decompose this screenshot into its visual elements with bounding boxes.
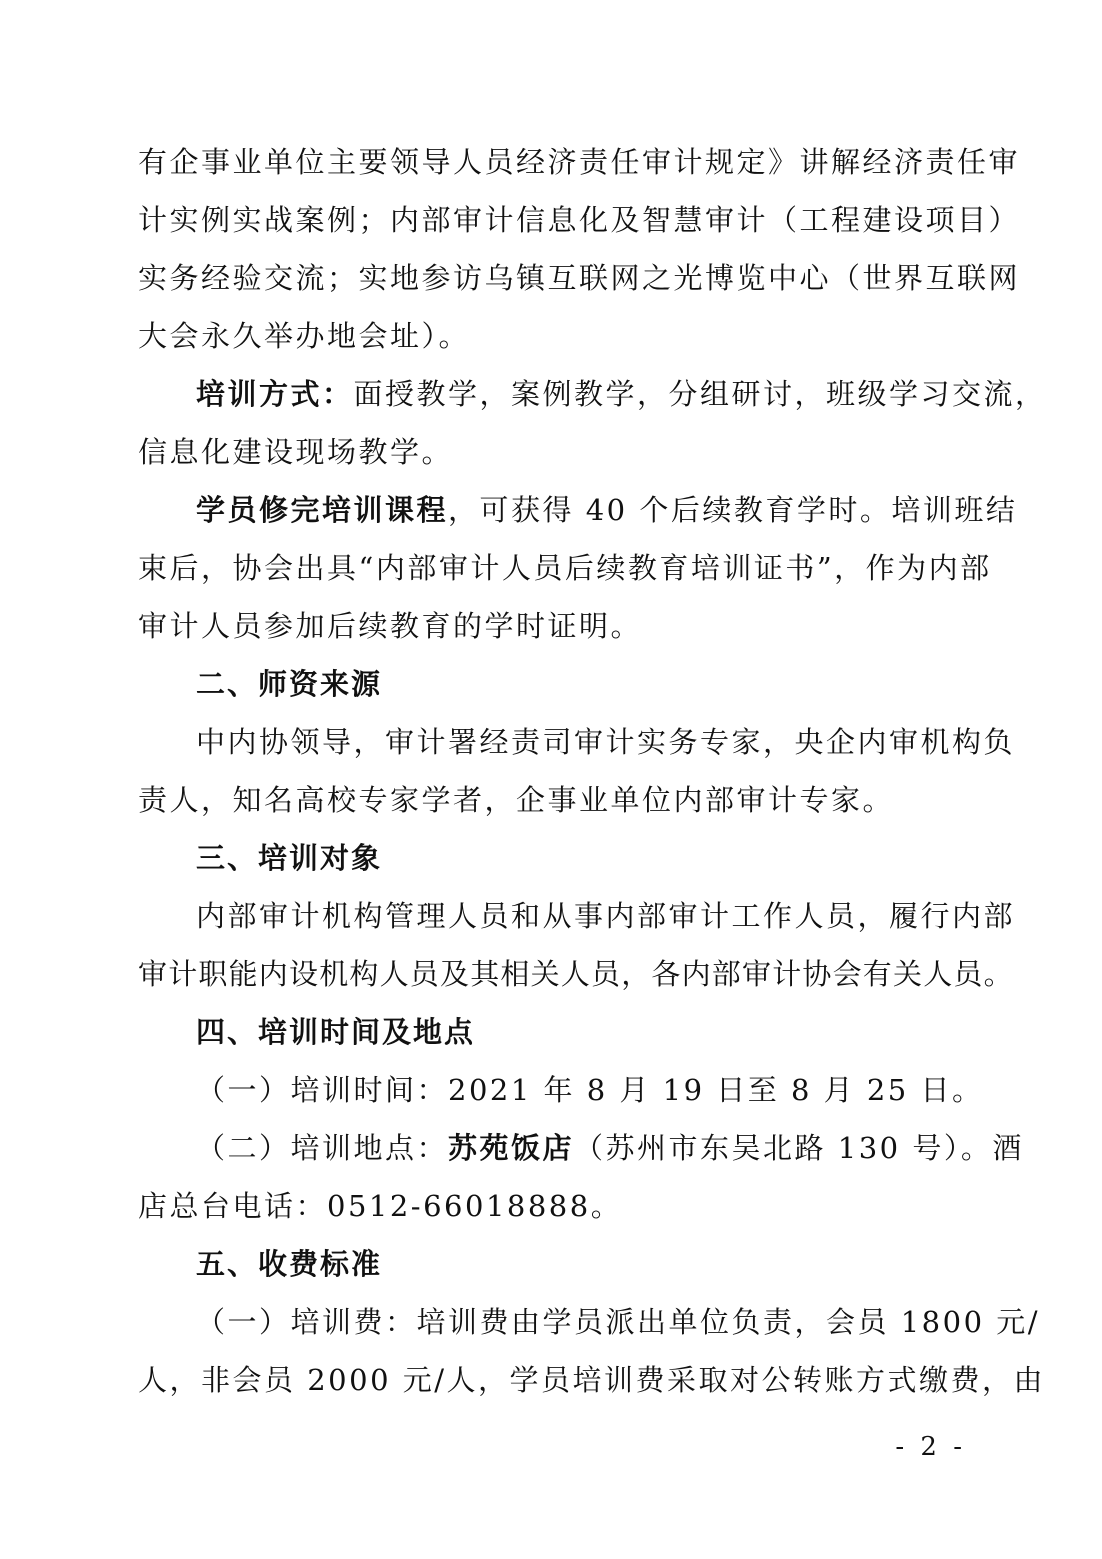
section-heading-fees: [196, 1235, 968, 1293]
text: 有企事业单位主要领导人员经济责任审计规定》讲解经济责任审: [138, 145, 1021, 179]
body-line: [138, 133, 1021, 191]
page-number: - 2 -: [895, 1432, 966, 1462]
heading-text: 三、培训对象: [196, 841, 383, 875]
text: 束后，协会出具“内部审计人员后续教育培训证书”，作为内部: [138, 551, 992, 585]
training-method-label: 培训方式：: [196, 377, 354, 411]
body-line: [138, 945, 1014, 1003]
text: 店总台电话：0512-66018888。: [138, 1189, 623, 1223]
training-location-line: [196, 1119, 1024, 1177]
body-line: [196, 887, 1016, 945]
body-line: [138, 539, 992, 597]
body-line: [138, 191, 1021, 249]
section-heading-faculty: [196, 655, 968, 713]
text: （一）培训时间：2021 年 8 月 19 日至 8 月 25 日。: [196, 1073, 984, 1107]
completion-label: 学员修完培训课程: [196, 493, 449, 527]
text: 责人，知名高校专家学者，企事业单位内部审计专家。: [138, 783, 895, 817]
text: ，可获得 40 个后续教育学时。培训班结: [448, 493, 1018, 527]
completion-line: [196, 481, 1018, 539]
text: 中内协领导，审计署经责司审计实务专家，央企内审机构负: [196, 725, 1016, 759]
text: 审计职能内设机构人员及其相关人员，各内部审计协会有关人员。: [138, 957, 1014, 991]
body-line: [138, 771, 968, 829]
text: （一）培训费：培训费由学员派出单位负责，会员 1800 元/: [196, 1305, 1041, 1339]
text: 内部审计机构管理人员和从事内部审计工作人员，履行内部: [196, 899, 1016, 933]
body-line: [138, 249, 1021, 307]
heading-text: 二、师资来源: [196, 667, 383, 701]
text: 实务经验交流；实地参访乌镇互联网之光博览中心（世界互联网: [138, 261, 1021, 295]
text: （苏州市东吴北路 130 号）。酒: [574, 1131, 1024, 1165]
training-method-line: [196, 365, 1047, 423]
body-line: [138, 597, 968, 655]
training-time-line: [196, 1061, 984, 1119]
hotel-name: 苏苑饭店: [448, 1131, 575, 1165]
hotel-phone-line: [138, 1177, 968, 1235]
heading-text: 五、收费标准: [196, 1247, 383, 1281]
body-line: [196, 713, 1016, 771]
training-fee-line: [196, 1293, 1041, 1351]
text: （二）培训地点：: [196, 1131, 449, 1165]
body-line: [138, 307, 968, 365]
text: 信息化建设现场教学。: [138, 435, 454, 469]
text: 人，非会员 2000 元/人，学员培训费采取对公转账方式缴费，由: [138, 1363, 1046, 1397]
body-line: [138, 1351, 1046, 1409]
section-heading-audience: [196, 829, 968, 887]
text: 审计人员参加后续教育的学时证明。: [138, 609, 643, 643]
body-line: [138, 423, 968, 481]
text: 大会永久举办地会址）。: [138, 319, 471, 353]
text: 面授教学，案例教学，分组研讨，班级学习交流，: [353, 377, 1047, 411]
section-heading-time-location: [196, 1003, 968, 1061]
text: 计实例实战案例；内部审计信息化及智慧审计（工程建设项目）: [138, 203, 1021, 237]
heading-text: 四、培训时间及地点: [196, 1015, 476, 1049]
